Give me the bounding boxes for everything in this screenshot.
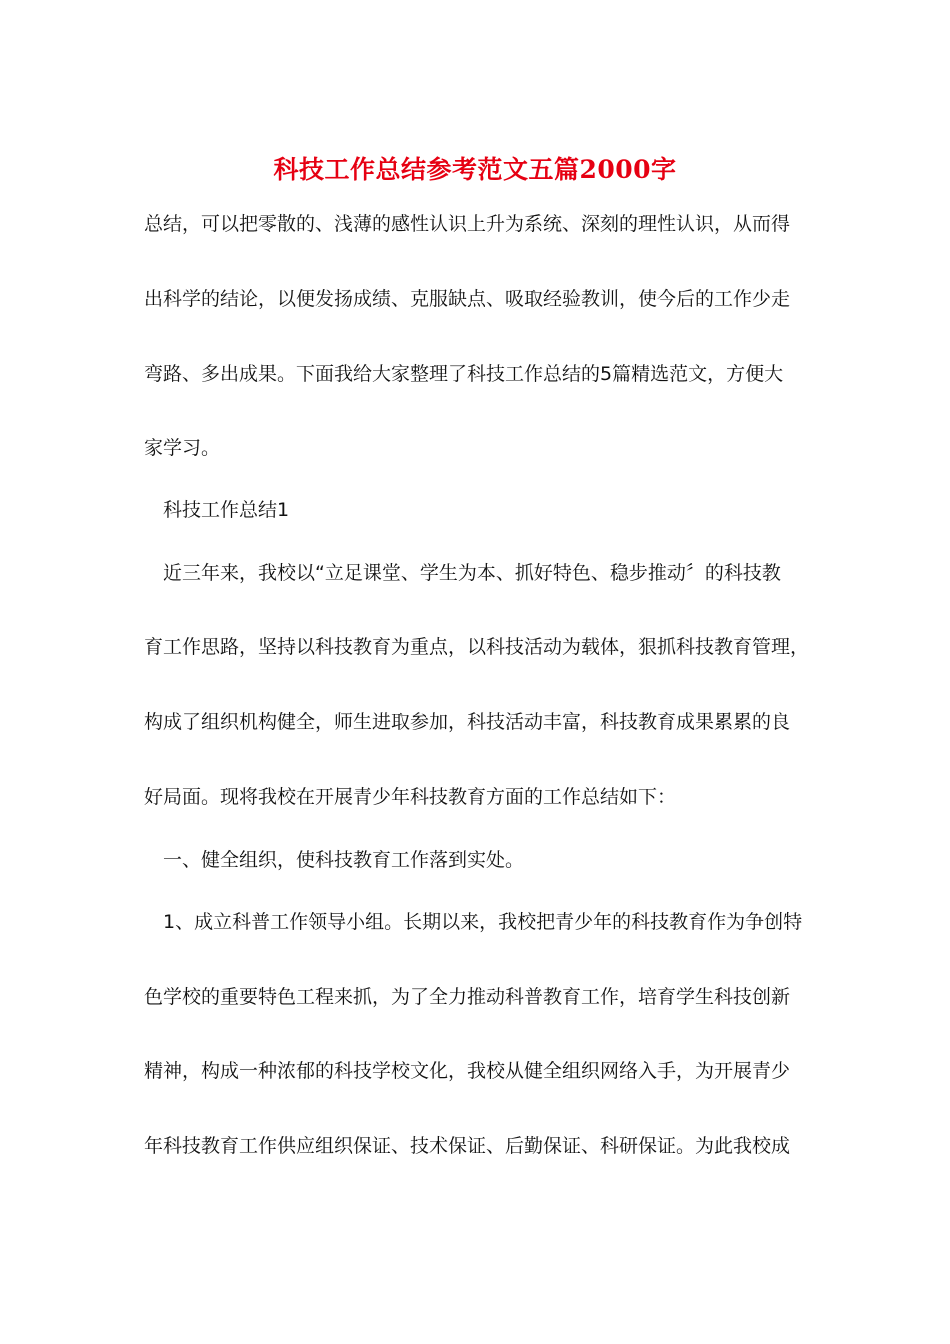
paragraph-line: 总结，可以把零散的、浅薄的感性认识上升为系统、深刻的理性认识，从而得: [144, 213, 791, 235]
paragraph-line: 好局面。现将我校在开展青少年科技教育方面的工作总结如下：: [144, 786, 677, 808]
paragraph-line: 年科技教育工作供应组织保证、技术保证、后勤保证、科研保证。为此我校成: [144, 1135, 791, 1157]
paragraph-line: 精神，构成一种浓郁的科技学校文化，我校从健全组织网络入手，为开展青少: [144, 1060, 791, 1082]
section-heading: 科技工作总结1: [163, 499, 290, 521]
paragraph-line: 色学校的重要特色工程来抓，为了全力推动科普教育工作，培育学生科技创新: [144, 986, 791, 1008]
subsection-heading: 一、健全组织，使科技教育工作落到实处。: [163, 849, 525, 871]
paragraph-line: 1、成立科普工作领导小组。长期以来，我校把青少年的科技教育作为争创特: [163, 911, 803, 933]
paragraph-line: 近三年来，我校以“立足课堂、学生为本、抓好特色、稳步推动〞的科技教: [163, 562, 781, 584]
paragraph-line: 出科学的结论，以便发扬成绩、克服缺点、吸取经验教训，使今后的工作少走: [144, 288, 791, 310]
paragraph-line: 育工作思路，坚持以科技教育为重点，以科技活动为载体，狠抓科技教育管理，: [144, 636, 810, 658]
paragraph-line: 家学习。: [144, 437, 221, 459]
paragraph-line: 弯路、多出成果。下面我给大家整理了科技工作总结的5篇精选范文，方便大: [144, 363, 784, 385]
paragraph-line: 构成了组织机构健全，师生进取参加，科技活动丰富，科技教育成果累累的良: [144, 711, 791, 733]
document-title: 科技工作总结参考范文五篇2000字: [273, 155, 677, 184]
